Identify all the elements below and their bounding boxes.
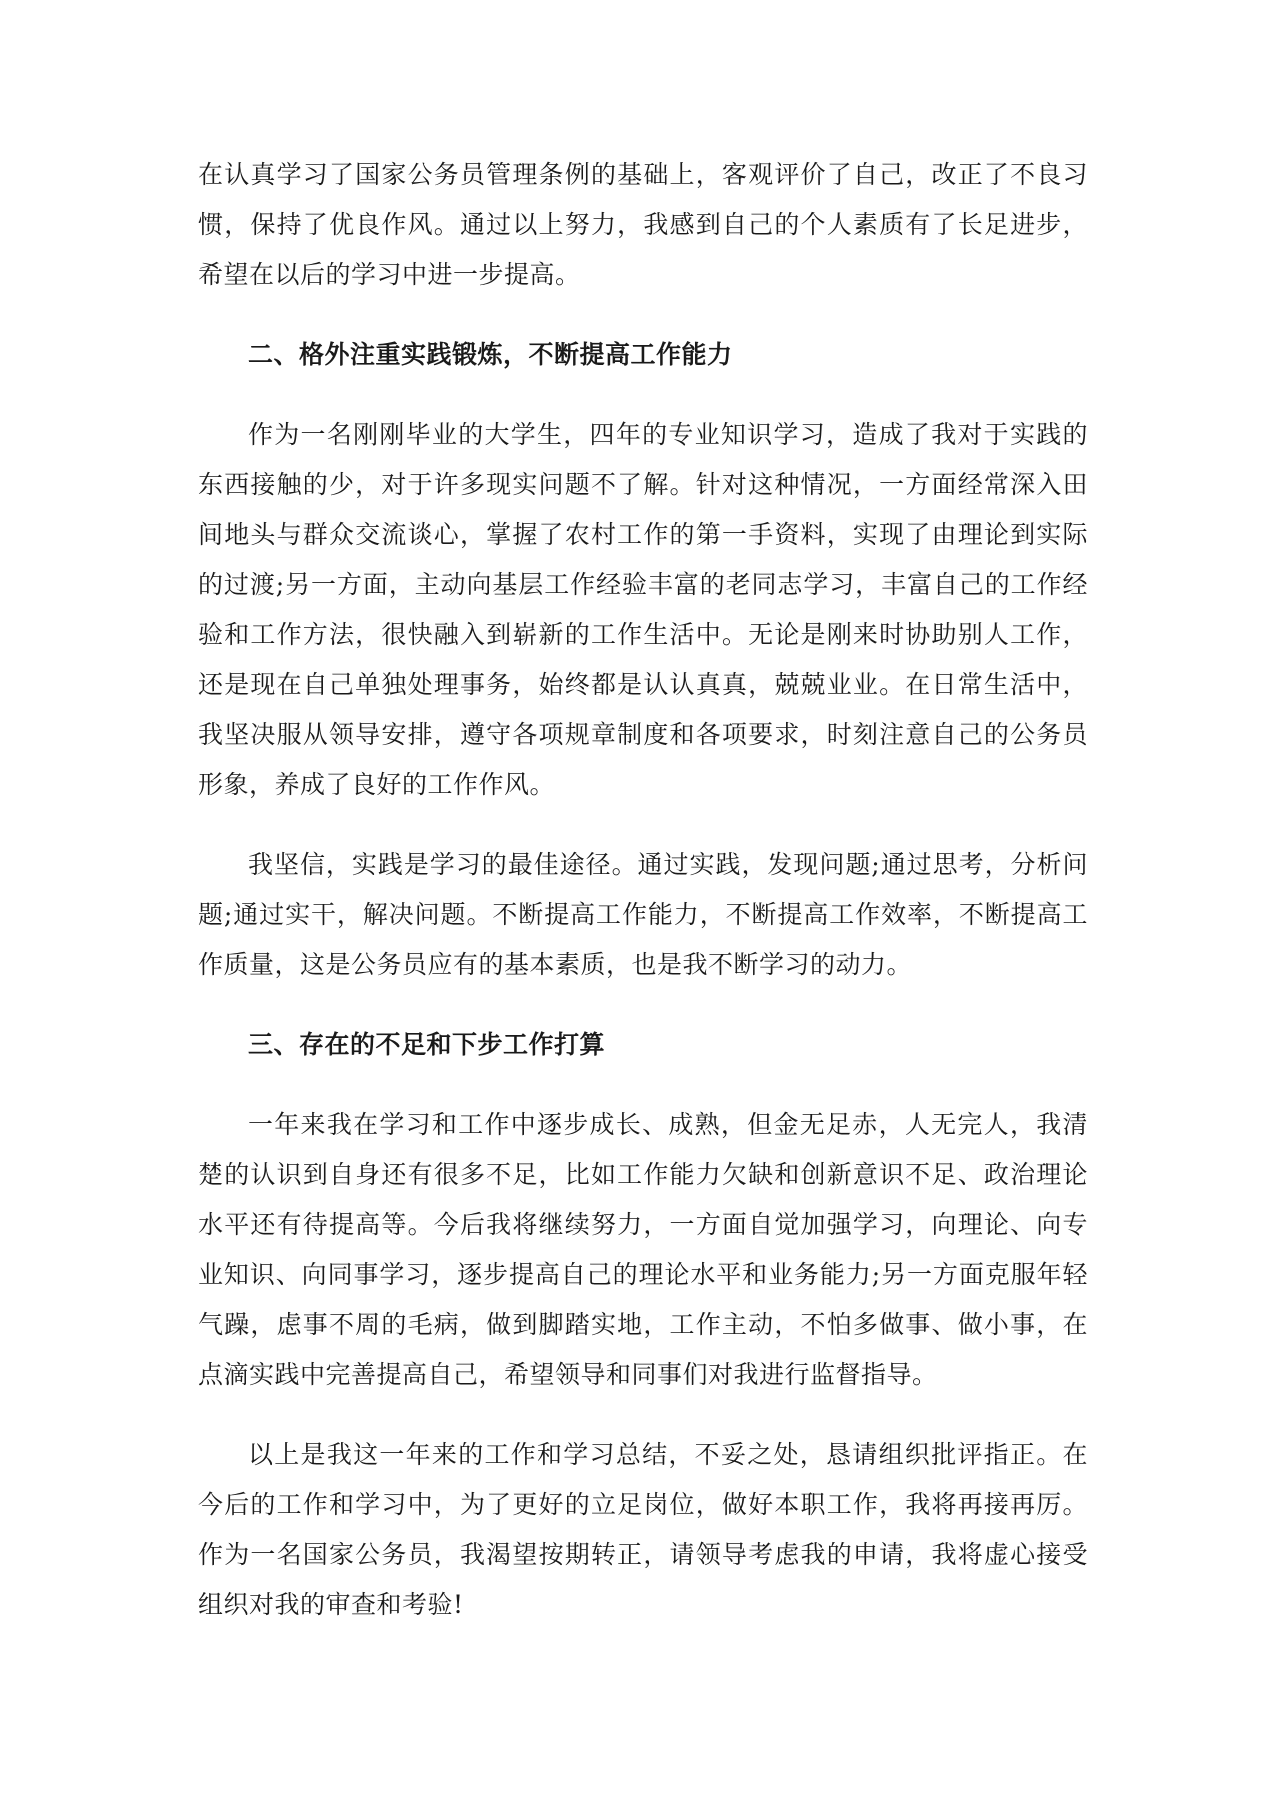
paragraph-practice-belief: 我坚信，实践是学习的最佳途径。通过实践，发现问题;通过思考，分析问题;通过实干，解决问题。不断提高工作能力，不断提高工作效率，不断提高工作质量，这是公务员应有的基本素质，也是我不断学习的动力。: [198, 850, 1088, 979]
paragraph-continuation: 在认真学习了国家公务员管理条例的基础上，客观评价了自己，改正了不良习惯，保持了优良作风。通过以上努力，我感到自己的个人素质有了长足进步，希望在以后的学习中进一步提高。: [198, 160, 1088, 289]
paragraph-shortcomings: 一年来我在学习和工作中逐步成长、成熟，但金无足赤，人无完人，我清楚的认识到自身还有很多不足，比如工作能力欠缺和创新意识不足、政治理论水平还有待提高等。今后我将继续努力，一方面自觉加强学习，向理论、向专业知识、向同事学习，逐步提高自己的理论水平和业务能力;另一方面克服年轻气躁，虑事不周的毛病，做到脚踏实地，工作主动，不怕多做事、做小事，在点滴实践中完善提高自己，希望领导和同事们对我进行监督指导。: [198, 1110, 1088, 1389]
paragraph-practice-experience: 作为一名刚刚毕业的大学生，四年的专业知识学习，造成了我对于实践的东西接触的少，对于许多现实问题不了解。针对这种情况，一方面经常深入田间地头与群众交流谈心，掌握了农村工作的第一手资料，实现了由理论到实际的过渡;另一方面，主动向基层工作经验丰富的老同志学习，丰富自己的工作经验和工作方法，很快融入到崭新的工作生活中。无论是刚来时协助别人工作，还是现在自己单独处理事务，始终都是认认真真，兢兢业业。在日常生活中，我坚决服从领导安排，遵守各项规章制度和各项要求，时刻注意自己的公务员形象，养成了良好的工作作风。: [198, 420, 1088, 799]
section-heading-practice: 二、格外注重实践锻炼，不断提高工作能力: [248, 340, 733, 369]
paragraph-conclusion: 以上是我这一年来的工作和学习总结，不妥之处，恳请组织批评指正。在今后的工作和学习中，为了更好的立足岗位，做好本职工作，我将再接再厉。作为一名国家公务员，我渴望按期转正，请领导考虑我的申请，我将虚心接受组织对我的审查和考验!: [198, 1440, 1088, 1619]
section-heading-shortcomings: 三、存在的不足和下步工作打算: [248, 1030, 606, 1059]
document-body: [198, 150, 1088, 1660]
